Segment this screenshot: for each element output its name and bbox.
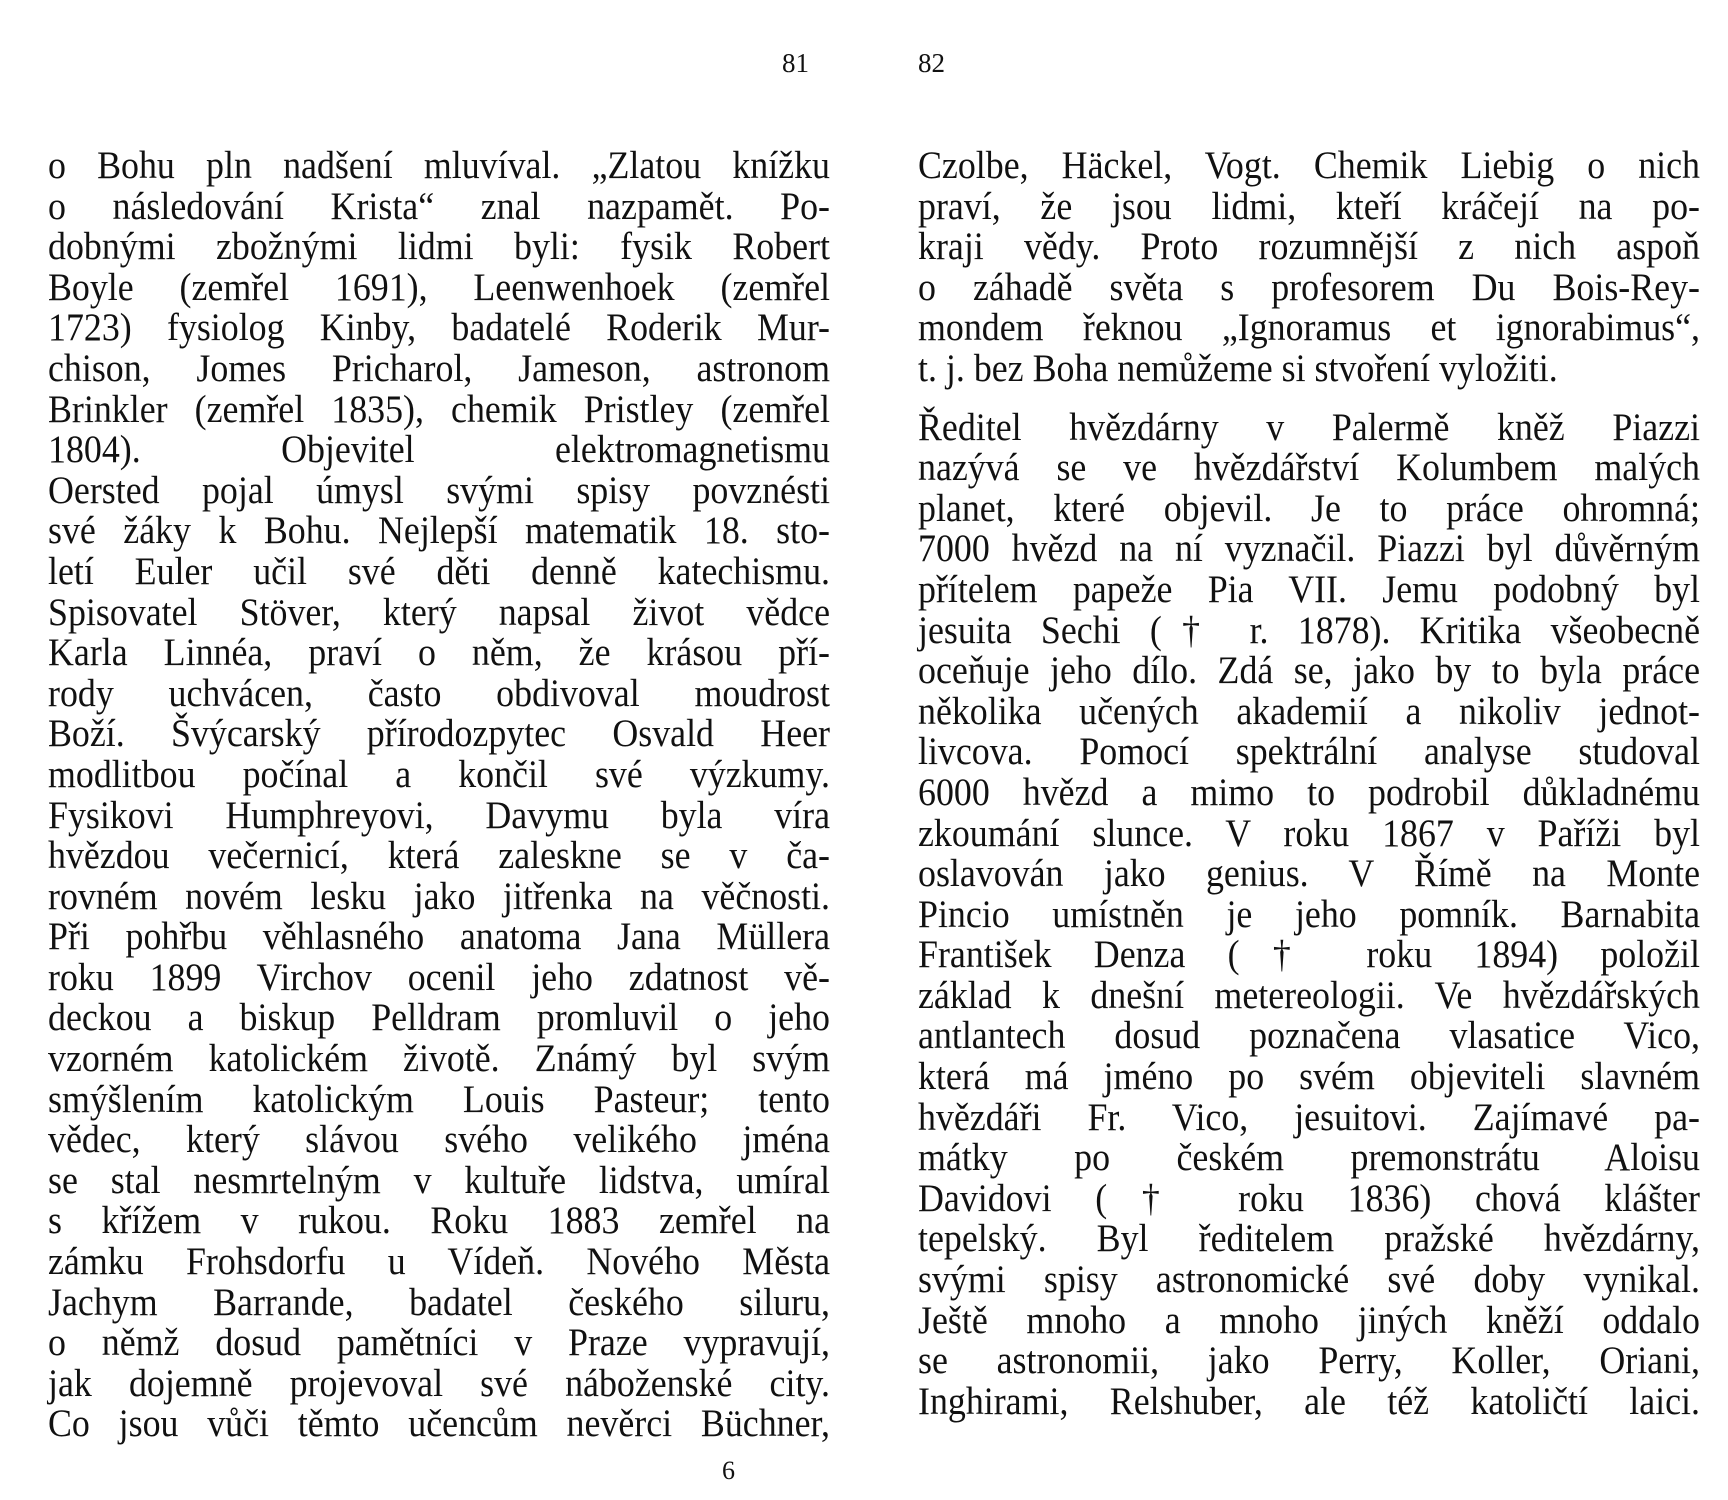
text-line: Spisovatel Stöver, který napsal život vědce: [48, 590, 830, 634]
text-line: oceňuje jeho dílo. Zdá se, jako by to byla práce: [918, 649, 1700, 693]
text-line: chison, Jomes Pricharol, Jameson, astronom: [48, 346, 830, 390]
text-line: jesuita Sechi († r. 1878). Kritika všeobecně: [918, 608, 1700, 652]
left-page-text: [48, 146, 830, 1445]
text-line: smýšlením katolickým Louis Pasteur; tento: [48, 1077, 830, 1121]
text-line: František Denza († roku 1894) položil: [918, 933, 1700, 977]
text-line: jak dojemně projevoval své náboženské city.: [48, 1361, 830, 1405]
text-line: vědec, který slávou svého velikého jména: [48, 1118, 830, 1162]
text-line: Karla Linnéa, praví o něm, že krásou pří-: [48, 631, 830, 675]
text-line: o Bohu pln nadšení mluvíval. „Zlatou knížku: [48, 144, 830, 187]
signature-mark: 6: [722, 1456, 735, 1485]
text-line: se stal nesmrtelným v kultuře lidstva, umíral: [48, 1158, 830, 1202]
text-line: rovném novém lesku jako jitřenka na věčnosti.: [48, 874, 830, 918]
text-line: mátky po českém premonstrátu Aloisu: [918, 1136, 1700, 1180]
text-line: 1804). Objevitel elektromagnetismu: [48, 428, 830, 472]
text-line: praví, že jsou lidmi, kteří kráčejí na po-: [918, 184, 1700, 228]
text-line: Czolbe, Häckel, Vogt. Chemik Liebig o nich: [918, 144, 1700, 187]
text-line: vzorném katolickém životě. Známý byl svým: [48, 1037, 830, 1081]
text-line: 7000 hvězd na ní vyznačil. Piazzi byl důvěrným: [918, 527, 1700, 571]
text-line: livcova. Pomocí spektrální analyse studoval: [918, 730, 1700, 774]
text-line: hvězdou večernicí, která zaleskne se v ča-: [48, 834, 830, 878]
text-line: nazývá se ve hvězdářství Kolumbem malých: [918, 446, 1700, 490]
text-line: své žáky k Bohu. Nejlepší matematik 18. sto-: [48, 509, 830, 553]
text-line: Ještě mnoho a mnoho jiných kněží oddalo: [918, 1298, 1700, 1342]
text-line: Ředitel hvězdárny v Palermě kněž Piazzi: [918, 405, 1700, 449]
text-line: Brinkler (zemřel 1835), chemik Pristley (zemřel: [48, 387, 830, 431]
text-line: o záhadě světa s profesorem Du Bois-Rey-: [918, 265, 1700, 309]
text-line: Oersted pojal úmysl svými spisy povznésti: [48, 468, 830, 512]
text-line: Jachym Barrande, badatel českého siluru,: [48, 1280, 830, 1324]
text-line: přítelem papeže Pia VII. Jemu podobný byl: [918, 567, 1700, 611]
text-line: Davidovi († roku 1836) chová klášter: [918, 1176, 1700, 1220]
text-line: kraji vědy. Proto rozumnější z nich aspoň: [918, 225, 1700, 269]
text-line: zkoumání slunce. V roku 1867 v Paříži byl: [918, 811, 1700, 855]
text-line: svými spisy astronomické své doby vynikal.: [918, 1258, 1700, 1302]
text-line: antlantech dosud poznačena vlasatice Vico,: [918, 1014, 1700, 1058]
text-line: mondem řeknou „Ignoramus et ignorabimus“,: [918, 306, 1700, 350]
text-line: o němž dosud pamětníci v Praze vypravují,: [48, 1321, 830, 1365]
text-line: letí Euler učil své děti denně katechismu.: [48, 549, 830, 593]
text-line: Fysikovi Humphreyovi, Davymu byla víra: [48, 793, 830, 837]
text-line: která má jméno po svém objeviteli slavném: [918, 1055, 1700, 1099]
text-line: oslavován jako genius. V Římě na Monte: [918, 852, 1700, 896]
page-number-left: 81: [782, 48, 809, 78]
text-line: 1723) fysiolog Kinby, badatelé Roderik Mur-: [48, 306, 830, 350]
text-line: několika učených akademií a nikoliv jednot-: [918, 689, 1700, 733]
right-page-text: [918, 146, 1700, 1422]
page-number-right: 82: [918, 48, 945, 78]
text-line: se astronomii, jako Perry, Koller, Oriani,: [918, 1339, 1700, 1383]
text-line: Co jsou vůči těmto učencům nevěrci Büchner,: [48, 1402, 830, 1446]
text-line: modlitbou počínal a končil své výzkumy.: [48, 752, 830, 796]
text-line: deckou a biskup Pelldram promluvil o jeho: [48, 996, 830, 1040]
text-line: základ k dnešní metereologii. Ve hvězdářských: [918, 973, 1700, 1017]
paragraph-1: [918, 146, 1700, 390]
text-line: Boyle (zemřel 1691), Leenwenhoek (zemřel: [48, 265, 830, 309]
text-line: zámku Frohsdorfu u Vídeň. Nového Města: [48, 1240, 830, 1284]
text-line: Inghirami, Relshuber, ale též katoličtí laici.: [918, 1379, 1700, 1423]
text-line: roku 1899 Virchov ocenil jeho zdatnost vě-: [48, 955, 830, 999]
text-line: planet, které objevil. Je to práce ohromná;: [918, 486, 1700, 530]
text-line: Při pohřbu věhlasného anatoma Jana Müllera: [48, 915, 830, 959]
text-line: t. j. bez Boha nemůžeme si stvoření vyložiti.: [918, 346, 1558, 390]
text-line: tepelský. Byl ředitelem pražské hvězdárny,: [918, 1217, 1700, 1261]
text-line: s křížem v rukou. Roku 1883 zemřel na: [48, 1199, 830, 1243]
text-line: Pincio umístněn je jeho pomník. Barnabita: [918, 892, 1700, 936]
paragraph-2: [918, 405, 1700, 1423]
text-line: o následování Krista“ znal nazpamět. Po-: [48, 184, 830, 228]
text-line: Boží. Švýcarský přírodozpytec Osvald Heer: [48, 712, 830, 756]
text-line: rody uchvácen, často obdivoval moudrost: [48, 671, 830, 715]
text-line: 6000 hvězd a mimo to podrobil důkladnému: [918, 770, 1700, 814]
text-line: hvězdáři Fr. Vico, jesuitovi. Zajímavé pa-: [918, 1095, 1700, 1139]
text-line: dobnými zbožnými lidmi byli: fysik Robert: [48, 225, 830, 269]
